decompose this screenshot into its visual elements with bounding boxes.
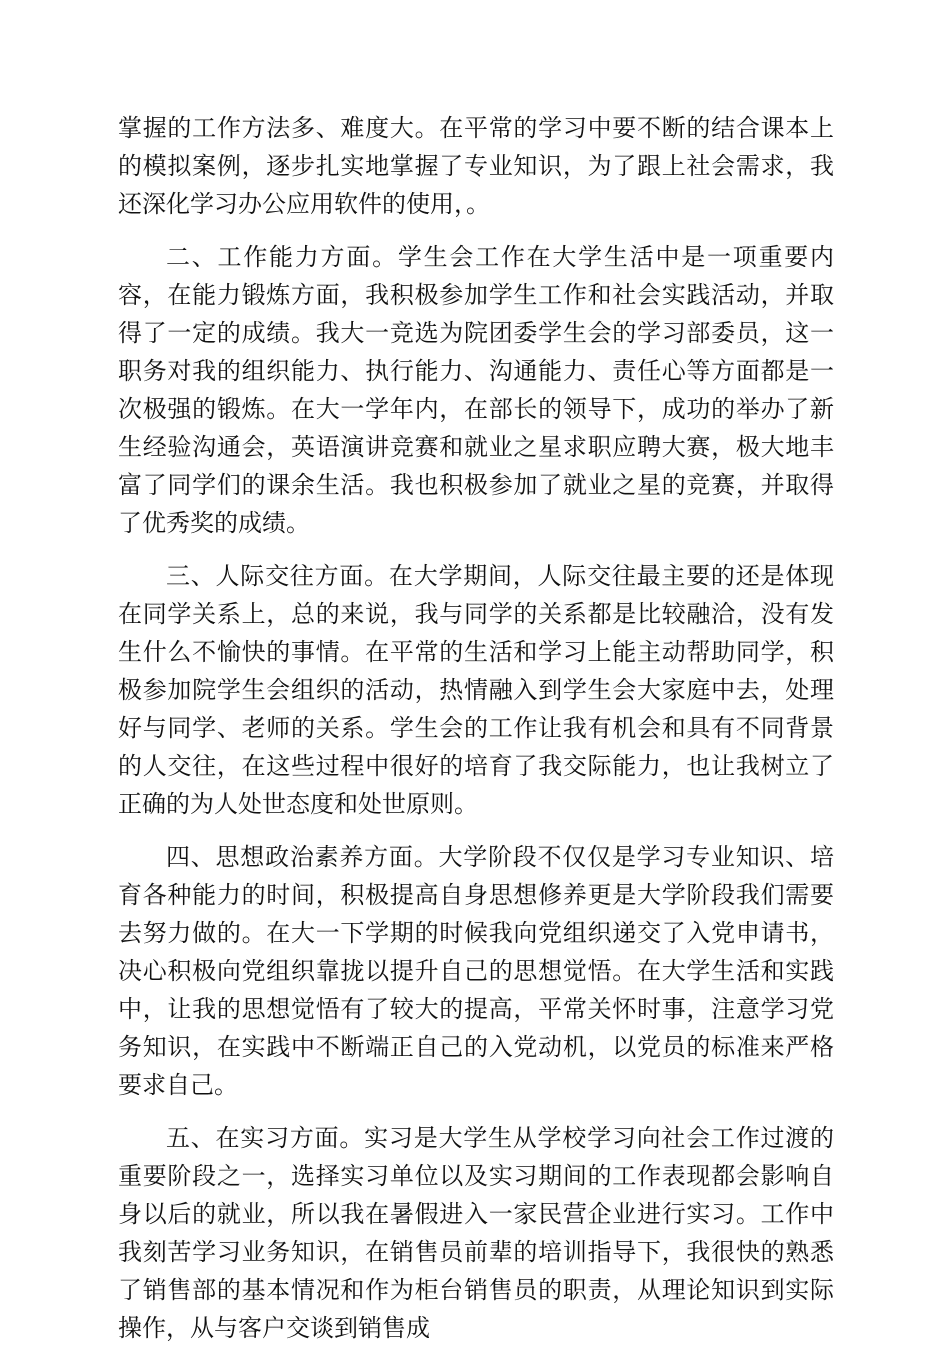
document-body bbox=[118, 109, 834, 1362]
paragraph-work-ability: 二、工作能力方面。学生会工作在大学生活中是一项重要内容，在能力锻炼方面，我积极参加学生工作和社会实践活动，并取得了一定的成绩。我大一竞选为院团委学生会的学习部委员，这一职务对我的组织能力、执行能力、沟通能力、责任心等方面都是一次极强的锻炼。在大一学年内，在部长的领导下，成功的举办了新生经验沟通会，英语演讲竞赛和就业之星求职应聘大赛，极大地丰富了同学们的课余生活。我也积极参加了就业之星的竞赛，并取得了优秀奖的成绩。 bbox=[118, 243, 834, 537]
paragraph-interpersonal: 三、人际交往方面。在大学期间，人际交往最主要的还是体现在同学关系上，总的来说，我与同学的关系都是比较融洽，没有发生什么不愉快的事情。在平常的生活和学习上能主动帮助同学，积极参加院学生会组织的活动，热情融入到学生会大家庭中去，处理好与同学、老师的关系。学生会的工作让我有机会和具有不同背景的人交往，在这些过程中很好的培育了我交际能力，也让我树立了正确的为人处世态度和处世原则。 bbox=[118, 562, 834, 818]
paragraph-internship: 五、在实习方面。实习是大学生从学校学习向社会工作过渡的重要阶段之一，选择实习单位以及实习期间的工作表现都会影响自身以后的就业，所以我在暑假进入一家民营企业进行实习。工作中我刻苦学习业务知识，在销售员前辈的培训指导下，我很快的熟悉了销售部的基本情况和作为柜台销售员的职责，从理论知识到实际操作，从与客户交谈到销售成 bbox=[118, 1124, 834, 1342]
paragraph-continued-study: 掌握的工作方法多、难度大。在平常的学习中要不断的结合课本上的模拟案例，逐步扎实地掌握了专业知识，为了跟上社会需求，我还深化学习办公应用软件的使用，。 bbox=[118, 114, 834, 218]
paragraph-political-quality: 四、思想政治素养方面。大学阶段不仅仅是学习专业知识、培育各种能力的时间，积极提高自身思想修养更是大学阶段我们需要去努力做的。在大一下学期的时候我向党组织递交了入党申请书，决心积极向党组织靠拢以提升自己的思想觉悟。在大学生活和实践中，让我的思想觉悟有了较大的提高，平常关怀时事，注意学习党务知识，在实践中不断端正自己的入党动机，以党员的标准来严格要求自己。 bbox=[118, 843, 834, 1099]
